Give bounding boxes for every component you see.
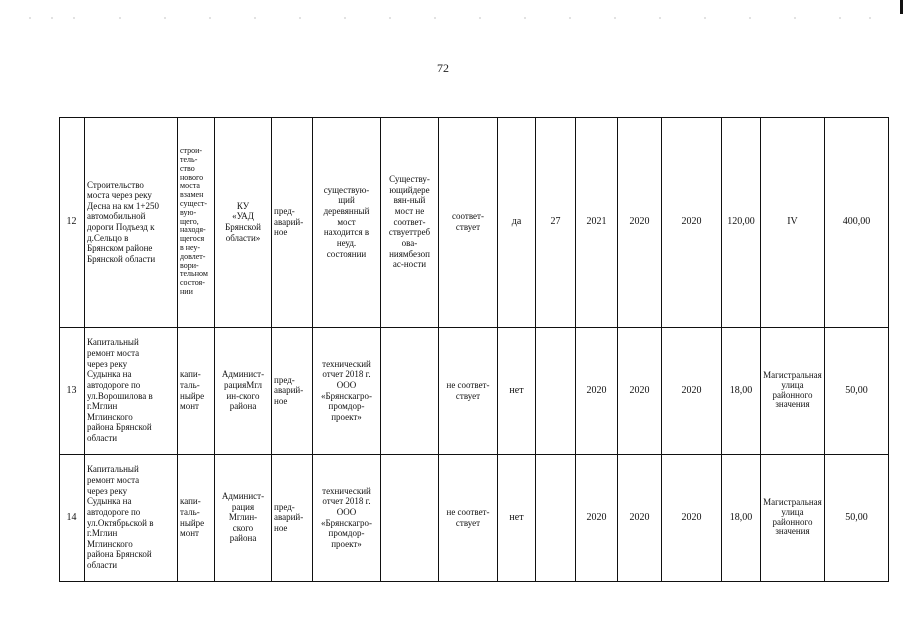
justification: существую- щий деревянный мост находится в неуд. состоянии [323, 184, 370, 259]
cost: 400,00 [842, 216, 871, 228]
design-doc: нет [509, 384, 524, 396]
col-9-value [536, 454, 575, 581]
cost: 50,00 [845, 384, 868, 396]
compliance: не соответ- ствует [446, 379, 490, 401]
year-3: 2020 [681, 511, 702, 523]
length: 18,00 [729, 511, 753, 523]
owner: КУ «УАД Брянской области» [225, 200, 261, 243]
work-type: капи- таль- ныйре монт [180, 496, 205, 539]
row-number: 13 [66, 384, 77, 396]
year-1: 2020 [586, 384, 607, 396]
col-9-value: 27 [550, 216, 561, 228]
year-1: 2021 [586, 216, 607, 228]
year-3: 2020 [681, 216, 702, 228]
road-category: Магистральная улица районного значения [763, 496, 822, 537]
object-name: Строительство моста через реку Десна на км 1+250 автомобильной дороги Подъезд к д.Сельцо в Брянском районе Брянской области [87, 179, 159, 264]
object-name: Капитальный ремонт моста через реку Судынка на автодороге по ул.Октябрьской в г.Мглин Мглинского района Брянской области [87, 464, 154, 570]
row-number: 12 [66, 216, 77, 228]
justification: технический отчет 2018 г. ООО «Брянскагро- промдор- проект» [320, 485, 373, 549]
road-category: IV [787, 216, 798, 228]
safety-note [381, 327, 438, 454]
design-doc: да [511, 216, 522, 228]
owner: Админист- рация Мглин- ского района [221, 490, 265, 544]
safety-note: Существу- ющийдере вян-ный мост не соответ- ствуеттреб ова- ниямбезоп ас-ности [388, 174, 431, 270]
row-number: 14 [66, 511, 77, 523]
compliance: не соответ- ствует [446, 506, 490, 528]
year-2: 2020 [629, 216, 650, 228]
justification: технический отчет 2018 г. ООО «Брянскагро- промдор- проект» [320, 358, 373, 422]
year-3: 2020 [681, 384, 702, 396]
road-category: Магистральная улица районного значения [763, 369, 822, 410]
cost: 50,00 [845, 511, 868, 523]
page-number: 72 [437, 61, 449, 75]
compliance: соответ- ствует [452, 211, 484, 232]
work-type: капи- таль- ныйре монт [180, 369, 205, 412]
safety-note [381, 454, 438, 581]
design-doc: нет [509, 511, 524, 523]
condition: пред- аварий- ное [274, 501, 304, 533]
year-2: 2020 [629, 511, 650, 523]
col-9-value [536, 327, 575, 454]
year-2: 2020 [629, 384, 650, 396]
length: 18,00 [729, 384, 753, 396]
owner: Админист- рацияМгл ин-ского района [221, 369, 265, 412]
work-type: строи- тель- ство нового моста взамен сущест- вую- щего, находя- щегося в неу- довлет- вори- тельном состоя- нии [180, 146, 208, 296]
length: 120,00 [727, 216, 755, 228]
condition: пред- аварий- ное [274, 374, 304, 406]
object-name: Капитальный ремонт моста через реку Судынка на автодороге по ул.Ворошилова в г.Мглин Мглинского района Брянской области [87, 337, 153, 443]
year-1: 2020 [586, 511, 607, 523]
condition: пред- аварий- ное [274, 206, 304, 238]
